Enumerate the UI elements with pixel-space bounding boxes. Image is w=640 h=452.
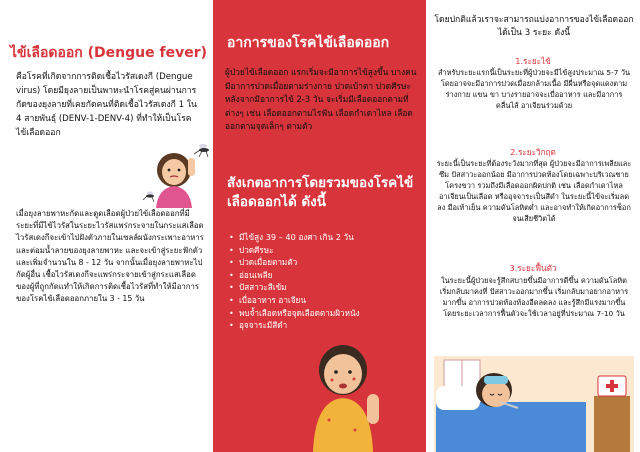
transmission-text: เมื่อยุงลายพาหะกัดและดูดเลือดผู้ป่วยไข้เลือดออกที่มีระยะที่มีไข้ไวรัสในระยะไวรัสแพร่กระจายในกระแสเลือด ไวรัสเดงกีจะเข้าไปฝังตัวภายในเซลล์ผนังกระเพาะอาหารและต่อมน้ำลายของยุงลายพาหะ และจะเข้าสู่ระยะฟักตัวและเพิ่มจำนวนใน 8 - 12 วัน จากนั้นเมื่อยุงลายพาหะไปกัดผู้อื่น เชื้อไวรัสเดงกีจะแพร่กระจายเข้าสู่กระแสเลือดของผู้ที่ถูกกัดแทำให้เกิดการติดเชื้อไวรัสที่ทำให้มีอาการของโรคไข้เลือดออกภายใน 3 - 15 วัน: [16, 209, 204, 304]
list-item: • เบื่ออาหาร อาเจียน: [227, 294, 417, 307]
panel-what-is-dengue: [0, 0, 213, 452]
symptom-list: [227, 231, 417, 332]
panel-symptoms: [213, 0, 426, 452]
boy-arm: [367, 394, 379, 424]
symptoms-title: อาการของโรคไข้เลือดออก: [227, 35, 390, 51]
stage-1-body: สำหรับระยะแรกนี้เป็นระยะที่ผู้ป่วยจะมีไข้สูงประมาณ 5-7 วัน โดยอาจจะมีอาการปวดเมื่อยกล้ามเนื้อ มีผื่นหรือจุดแดงตามร่างกาย แขน ขา บางรายอาจจะเบื่ออาหาร และมีอาการคลื่นไส้ อาเจียนร่วมด้วย: [437, 68, 631, 110]
stage-3-heading: 3.ระยะฟื้นตัว: [509, 263, 557, 273]
stage-3-body: ในระยะนี้ผู้ป่วยจะรู้สึกสบายขึ้นมีอาการดีขึ้น ความดันโลหิตเริ่มกลับมาคงที่ ปัสสาวะออกมากขึ้น เริ่มกลับมาอยากอาหารมากขึ้น อาการปวดท้องท้องอืดลดลง และรู้สึกมีแรงมากขึ้น โดยระยะเวลาการฟื้นตัวจะใช้เวลาอยู่ที่ประมาณ 7-10 วัน: [439, 276, 629, 318]
sick-child-bed-illustration: [434, 356, 634, 452]
list-item: • ปวดศีรษะ: [227, 244, 417, 257]
mosquito-icon: [143, 192, 154, 203]
girl-dress: [156, 186, 192, 208]
list-item: • อุจจาระมีสีดำ: [227, 319, 417, 332]
panel-stages: [426, 0, 640, 452]
mosquito-icon: [194, 144, 209, 157]
list-item: • มีไข้สูง 39 – 40 องศา เกิน 2 วัน: [227, 231, 417, 244]
sick-boy-illustration: [299, 330, 387, 452]
symptoms-intro: ผู้ป่วยไข้เลือดออก แรกเริ่มจะมีอาการไข้สูงขึ้น บางคนมีอาการปวดเมื่อยตามร่างกาย ปวดเบ้าตา ปวดศีรษะ หลังจากมีอาการไข้ 2-3 วัน จะเริ่มมีเลือดออกตามที่ต่างๆ เช่น เลือดออกตามไรฟัน เลือดกำเดาไหล เลือดออกตามจุดเล็กๆ ตามตัว: [225, 67, 417, 132]
list-item: • ปวดเมื่อยตามตัว: [227, 256, 417, 269]
page-title: ไข้เลือดออก (Dengue fever): [10, 45, 207, 61]
pillow: [436, 386, 480, 410]
list-item: • ปัสสาวะสีเข้ม: [227, 281, 417, 294]
cold-towel: [484, 376, 508, 384]
girl-arm: [188, 158, 195, 176]
stages-intro: โดยปกติแล้วเราจะสามารถแบ่งอาการของไข้เลือดออกได้เป็น 3 ระยะ ดังนี้: [434, 15, 634, 38]
definition-text: คือโรคที่เกิดจากการติดเชื้อไวรัสเดงกี (Dengue virus) โดยมียุงลายเป็นพาหะนำโรคสู่คนผ่านการกัดของยุงลายที่เคยกัดคนที่ติดเชื้อไวรัสเดงกี 1 ใน 4 สายพันธุ์ (DENV-1-DENV-4) ที่ทำให้เป็นโรคไข้เลือดออก: [16, 72, 197, 138]
boy-shirt: [313, 398, 373, 452]
stage-2-heading: 2.ระยะวิกฤต: [510, 147, 556, 157]
stage-2-body: ระยะนี้เป็นระยะที่ต้องระวังมากที่สุด ผู้ป่วยจะมีอาการเพลียและซึม ปัสสาวะออกน้อย มีอาการปวดท้องโดยเฉพาะบริเวณชายโครงขวา รวมถึงมีเลือดออกผิดปกติ เช่น เลือดกำเดาไหล อาเจียนเป็นเลือด หรืออุจจาระเป็นสีดำ ในระยะนี้ไข้จะเริ่มลดลง มือเท้าเย็น ความดันโลหิตต่ำ และอาจทำให้เกิดอาการช็อกจนเสียชีวิตได้: [436, 159, 632, 223]
stage-1-heading: 1.ระยะไข้: [515, 56, 551, 66]
list-item: • อ่อนเพลีย: [227, 269, 417, 282]
bedside-table: [594, 396, 630, 452]
girl-face: [162, 159, 186, 185]
girl-mosquito-illustration: [142, 136, 212, 208]
overall-symptoms-title: สังเกตอาการโดยรวมของโรคไข้เลือดออกได้ ดังนี้: [227, 175, 414, 210]
list-item: • พบจ้ำเลือดหรือจุดเลือดตามผิวหนัง: [227, 307, 417, 320]
